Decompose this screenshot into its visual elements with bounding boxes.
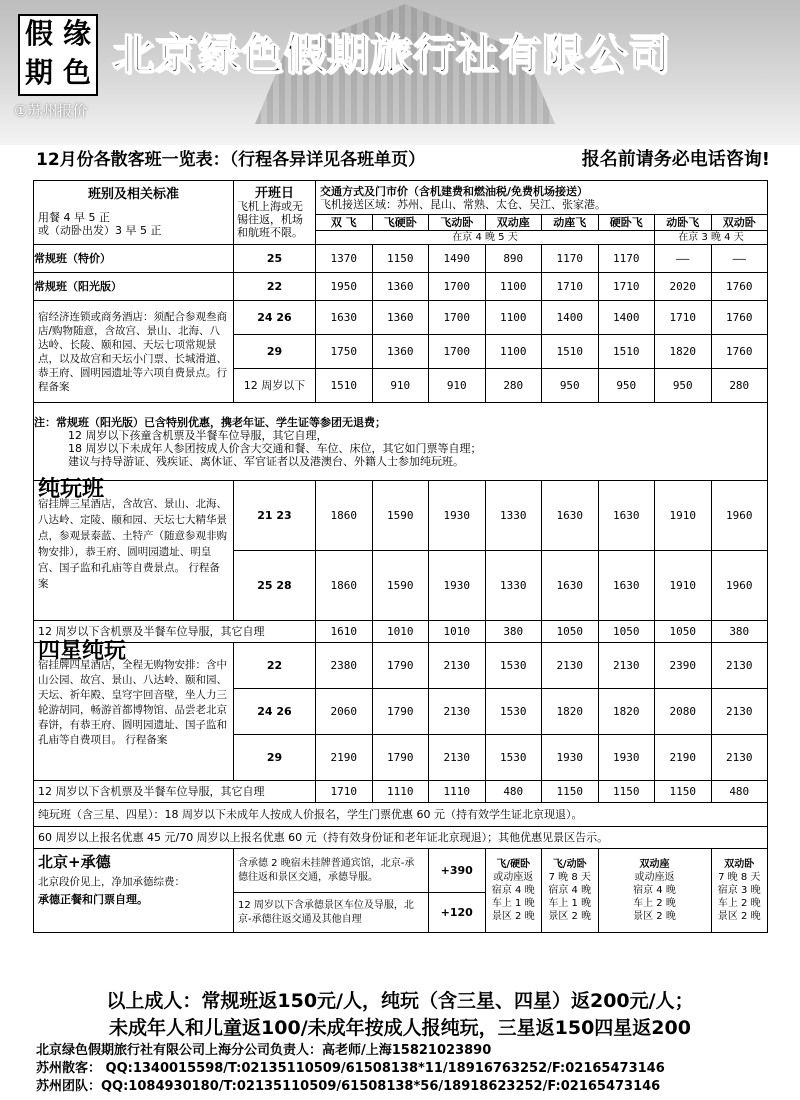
contact-info <box>36 1042 665 1096</box>
table-title: 12月份各散客班一览表：（行程各异详见各班单页） <box>36 150 426 170</box>
chengde-class <box>34 849 234 933</box>
price-cell: 950 <box>542 369 599 403</box>
price-cell: 1790 <box>372 689 429 735</box>
price-cell: 1930 <box>542 735 599 781</box>
rebate-line: 以上成人：常规班返150元/人，纯玩（含三星、四星）返200元/人； <box>106 990 694 1012</box>
col-header-class <box>34 181 234 245</box>
chengde-row <box>34 849 768 893</box>
price-cell: 1110 <box>372 781 429 803</box>
price-cell: 1860 <box>316 481 373 551</box>
price-cell: 1630 <box>598 481 655 551</box>
price-cell: 1360 <box>372 301 429 335</box>
price-cell: 2080 <box>655 689 712 735</box>
start-date: 25 <box>234 245 316 273</box>
price-cell: 910 <box>372 369 429 403</box>
itin-type: 双动座 <box>639 859 670 870</box>
price-cell: 2130 <box>429 643 486 689</box>
class-title: 北京+承德 <box>38 853 111 871</box>
meal-standard-1: 用餐 4 早 5 正 <box>38 211 110 224</box>
itin-line: 景区 2 晚 <box>633 911 676 922</box>
price-cell: 1860 <box>316 551 373 621</box>
price-cell: 1790 <box>372 735 429 781</box>
start-date: 22 <box>234 643 316 689</box>
price-cell: —— <box>711 245 768 273</box>
price-cell: 1760 <box>711 335 768 369</box>
itin-type: 飞/硬卧 <box>496 859 531 870</box>
stay-4n5d: 在京 4 晚 5 天 <box>316 231 655 245</box>
start-date: 22 <box>234 273 316 301</box>
price-cell: 1010 <box>429 621 486 643</box>
price-cell: 1710 <box>598 273 655 301</box>
class-description: 宿挂牌三星酒店，含故宫、景山、北海、八达岭、定陵、颐和园、天坛七大精华景点，参观景泰蓝、土特产（随意参观非购物安排），恭王府、圆明园遗址、明皇宫、国子监和孔庙等自费景点。 行程备案 <box>38 498 227 590</box>
regular-class-note <box>34 403 768 481</box>
price-cell: 2380 <box>316 643 373 689</box>
price-cell: 1960 <box>711 551 768 621</box>
price-cell: 2190 <box>655 735 712 781</box>
col-header-class-title: 班别及相关标准 <box>87 187 179 202</box>
price-cell: 1630 <box>542 481 599 551</box>
type-header: 双动座 <box>485 215 542 231</box>
rebate-summary <box>0 988 800 1042</box>
price-cell: 1630 <box>542 551 599 621</box>
note-line: 注：常规班（阳光版）已含特别优惠，携老年证、学生证等参团无退费； <box>34 415 386 429</box>
table-row <box>34 481 768 551</box>
itin-line: 宿京 4 晚 <box>633 885 676 896</box>
price-cell: 1820 <box>542 689 599 735</box>
contact-line: 苏州散客： QQ:1340015598/T:02135110509/61508138*11/18916763252/F:02165473146 <box>36 1061 665 1076</box>
price-cell: 950 <box>655 369 712 403</box>
col-header-transport-title: 交通方式及门市价（含机建费和燃油税/免费机场接送） <box>320 184 589 198</box>
price-cell: 380 <box>711 621 768 643</box>
col-header-date <box>234 181 316 245</box>
chengde-note: 承德正餐和门票自理。 <box>38 893 148 906</box>
price-cell: 1960 <box>711 481 768 551</box>
class-description: 宿挂牌四星酒店，全程无购物安排：含中山公园、故宫、景山、八达岭、颐和园、天坛、祈年殿、皇穹宇回音壁，坐人力三轮游胡同，畅游首都博物馆、品尝老北京春饼，有恭王府、圆明园遗址、国子监和孔庙等自费项目。 行程备案 <box>38 659 227 746</box>
itin-type: 飞/动卧 <box>552 859 587 870</box>
price-cell: 1710 <box>316 781 373 803</box>
city-label: ①苏州报价 <box>14 102 88 120</box>
company-name: 北京绿色假期旅行社有限公司 <box>112 30 672 79</box>
note-line: 12 周岁以下孩童含机票及半餐车位导服，其它自理， <box>68 428 328 442</box>
price-cell: 1930 <box>429 481 486 551</box>
price-cell: 480 <box>485 781 542 803</box>
logo-char: 假 <box>24 17 53 50</box>
price-cell: 1930 <box>429 551 486 621</box>
price-cell: 2130 <box>598 643 655 689</box>
price-cell: 2130 <box>711 689 768 735</box>
class-title: 常规班（特价） <box>34 245 234 273</box>
price-cell: 1170 <box>598 245 655 273</box>
itin-line: 7 晚 8 天 <box>718 872 761 883</box>
price-table <box>33 180 768 933</box>
pickup-area: 飞机接送区域：苏州、昆山、常熟、太仓、吴江、张家港。 <box>320 197 606 211</box>
logo-char: 期 <box>24 56 53 89</box>
start-date: 12 周岁以下 <box>234 369 316 403</box>
price-cell: 2130 <box>711 643 768 689</box>
price-cell: 1490 <box>429 245 486 273</box>
chengde-itinerary <box>542 849 599 933</box>
price-cell: 2130 <box>429 735 486 781</box>
price-cell: 1150 <box>372 245 429 273</box>
type-header: 动座飞 <box>542 215 599 231</box>
chengde-option: 12 周岁以下含承德景区车位及导服，北京-承德往返交通及其他自理 <box>234 893 429 933</box>
price-cell: 1910 <box>655 481 712 551</box>
price-cell: 2390 <box>655 643 712 689</box>
type-header: 双 飞 <box>316 215 373 231</box>
price-cell: 280 <box>711 369 768 403</box>
price-cell: 1530 <box>485 735 542 781</box>
child-price-label: 12 周岁以下含机票及半餐车位导服，其它自理 <box>34 781 316 803</box>
price-cell: 480 <box>711 781 768 803</box>
start-date: 21 23 <box>234 481 316 551</box>
price-cell: 2130 <box>429 689 486 735</box>
itin-type: 双动卧 <box>724 859 755 870</box>
rebate-line: 未成年人和儿童返100/未成年按成人报纯玩，三星返150四星返200 <box>109 1017 691 1039</box>
start-date: 24 26 <box>234 689 316 735</box>
price-cell: 1930 <box>598 735 655 781</box>
price-cell: 2020 <box>655 273 712 301</box>
chengde-itinerary <box>485 849 542 933</box>
itin-line: 景区 2 晚 <box>548 911 592 922</box>
chengde-option: 含承德 2 晚宿未挂牌普通宾馆，北京-承德往返和景区交通，承德导服。 <box>234 849 429 893</box>
price-cell: 2130 <box>711 735 768 781</box>
contact-line: 北京绿色假期旅行社有限公司上海分公司负责人：高老师/上海15821023890 <box>36 1043 492 1058</box>
price-cell: 1910 <box>655 551 712 621</box>
chengde-itinerary <box>598 849 711 933</box>
price-cell: 1820 <box>598 689 655 735</box>
price-cell: 1150 <box>655 781 712 803</box>
class-description: 宿经济连锁或商务酒店：须配合参观叁商店/购物随意，含故宫、景山、北海、八达岭、长陵、颐和园、天坛七项常规景点，以及故宫和天坛小门票、长城滑道、恭王府、圆明园遗址等六项自费景点。行程备案 <box>34 301 234 403</box>
four-star-class <box>34 639 234 781</box>
itin-line: 或动座返 <box>634 872 675 883</box>
itin-line: 景区 2 晚 <box>717 911 761 922</box>
itin-line: 宿京 3 晚 <box>717 885 761 896</box>
note-line: 建议与持导游证、残疾证、离休证、军官证者以及港澳台、外籍人士参加纯玩班。 <box>68 454 464 468</box>
price-cell: 1370 <box>316 245 373 273</box>
type-header: 硬卧飞 <box>598 215 655 231</box>
price-cell: 1170 <box>542 245 599 273</box>
type-header: 双动卧 <box>711 215 768 231</box>
price-cell: 1150 <box>542 781 599 803</box>
price-cell: 1710 <box>655 301 712 335</box>
table-row <box>34 643 768 689</box>
price-cell: 2190 <box>316 735 373 781</box>
itin-line: 车上 1 晚 <box>548 898 592 909</box>
price-cell: 1630 <box>316 301 373 335</box>
price-cell: 1510 <box>316 369 373 403</box>
table-row <box>34 273 768 301</box>
price-cell: 280 <box>485 369 542 403</box>
price-cell: 1050 <box>542 621 599 643</box>
price-cell: 1700 <box>429 273 486 301</box>
price-cell: 1790 <box>372 643 429 689</box>
chengde-price: +120 <box>429 893 486 933</box>
price-cell: 1760 <box>711 301 768 335</box>
start-date: 29 <box>234 735 316 781</box>
itin-line: 宿京 4 晚 <box>491 885 535 896</box>
price-cell: 1050 <box>598 621 655 643</box>
price-cell: 1510 <box>542 335 599 369</box>
chengde-note: 北京段价见上，净加承德综费： <box>38 876 185 888</box>
price-cell: 1510 <box>598 335 655 369</box>
class-title: 纯玩班 <box>38 477 105 502</box>
price-cell: 1750 <box>316 335 373 369</box>
price-cell: —— <box>655 245 712 273</box>
table-row <box>34 621 768 643</box>
senior-discount-note: 60 周岁以上报名优惠 45 元/70 周岁以上报名优惠 60 元（持有效身份证和老年证北京现退）；其他优惠见景区告示。 <box>34 827 768 849</box>
price-cell: 1530 <box>485 689 542 735</box>
price-cell: 1100 <box>485 335 542 369</box>
header-banner <box>0 0 800 145</box>
price-cell: 380 <box>485 621 542 643</box>
stay-3n4d: 在京 3 晚 4 天 <box>655 231 768 245</box>
logo-char: 色 <box>62 56 91 89</box>
flight-note: 飞机上海或无锡往返，机场和航班不限。 <box>237 199 303 239</box>
price-cell: 1360 <box>372 273 429 301</box>
class-title: 常规班（阳光版） <box>34 273 234 301</box>
table-row <box>34 301 768 335</box>
price-cell: 1700 <box>429 335 486 369</box>
type-header: 飞动卧 <box>429 215 486 231</box>
start-date: 24 26 <box>234 301 316 335</box>
price-cell: 1400 <box>542 301 599 335</box>
price-cell: 1110 <box>429 781 486 803</box>
price-cell: 950 <box>598 369 655 403</box>
itin-line: 景区 2 晚 <box>491 911 535 922</box>
price-cell: 1100 <box>485 301 542 335</box>
price-cell: 1400 <box>598 301 655 335</box>
price-cell: 910 <box>429 369 486 403</box>
price-cell: 1820 <box>655 335 712 369</box>
price-cell: 1760 <box>711 273 768 301</box>
price-cell: 1330 <box>485 481 542 551</box>
price-cell: 1360 <box>372 335 429 369</box>
chengde-itinerary <box>711 849 768 933</box>
itin-line: 车上 2 晚 <box>717 898 761 909</box>
col-header-transport <box>316 181 768 215</box>
contact-line: 苏州团队：QQ:1084930180/T:02135110509/61508138*56/18918623252/F:02165473146 <box>36 1079 661 1094</box>
price-cell: 1630 <box>598 551 655 621</box>
price-cell: 1950 <box>316 273 373 301</box>
price-cell: 1590 <box>372 551 429 621</box>
price-cell: 2060 <box>316 689 373 735</box>
itin-line: 7 晚 8 天 <box>548 872 591 883</box>
table-row <box>34 245 768 273</box>
child-price-label: 12 周岁以下含机票及半餐车位导服，其它自理 <box>34 621 316 643</box>
price-cell: 1590 <box>372 481 429 551</box>
price-cell: 1050 <box>655 621 712 643</box>
note-line: 18 周岁以下未成年人参团按成人价含大交通和餐、车位、床位，其它如门票等自理； <box>68 441 482 455</box>
pure-play-note: 纯玩班（含三星、四星）：18 周岁以下未成年人按成人价报名，学生门票优惠 60 元（持有效学生证北京现退）。 <box>34 803 768 827</box>
price-cell: 1610 <box>316 621 373 643</box>
price-cell: 1150 <box>598 781 655 803</box>
chengde-price: +390 <box>429 849 486 893</box>
price-cell: 1330 <box>485 551 542 621</box>
col-header-date-title: 开班日 <box>254 185 294 201</box>
pure-play-class <box>34 477 234 621</box>
logo-char: 缘 <box>62 17 91 50</box>
price-cell: 1700 <box>429 301 486 335</box>
itin-line: 宿京 4 晚 <box>548 885 592 896</box>
price-cell: 1010 <box>372 621 429 643</box>
company-logo <box>18 14 98 96</box>
itin-line: 或动座返 <box>493 872 534 883</box>
class-title: 四星纯玩 <box>38 639 127 664</box>
price-cell: 1710 <box>542 273 599 301</box>
itin-line: 车上 2 晚 <box>633 898 676 909</box>
type-header: 动卧飞 <box>655 215 712 231</box>
price-cell: 890 <box>485 245 542 273</box>
table-row <box>34 781 768 803</box>
start-date: 25 28 <box>234 551 316 621</box>
start-date: 29 <box>234 335 316 369</box>
price-cell: 2130 <box>542 643 599 689</box>
type-header: 飞硬卧 <box>372 215 429 231</box>
call-notice: 报名前请务必电话咨询! <box>581 149 770 170</box>
price-cell: 1530 <box>485 643 542 689</box>
meal-standard-2: 或（动卧出发）3 早 5 正 <box>38 224 162 237</box>
price-cell: 1100 <box>485 273 542 301</box>
itin-line: 车上 1 晚 <box>491 898 535 909</box>
